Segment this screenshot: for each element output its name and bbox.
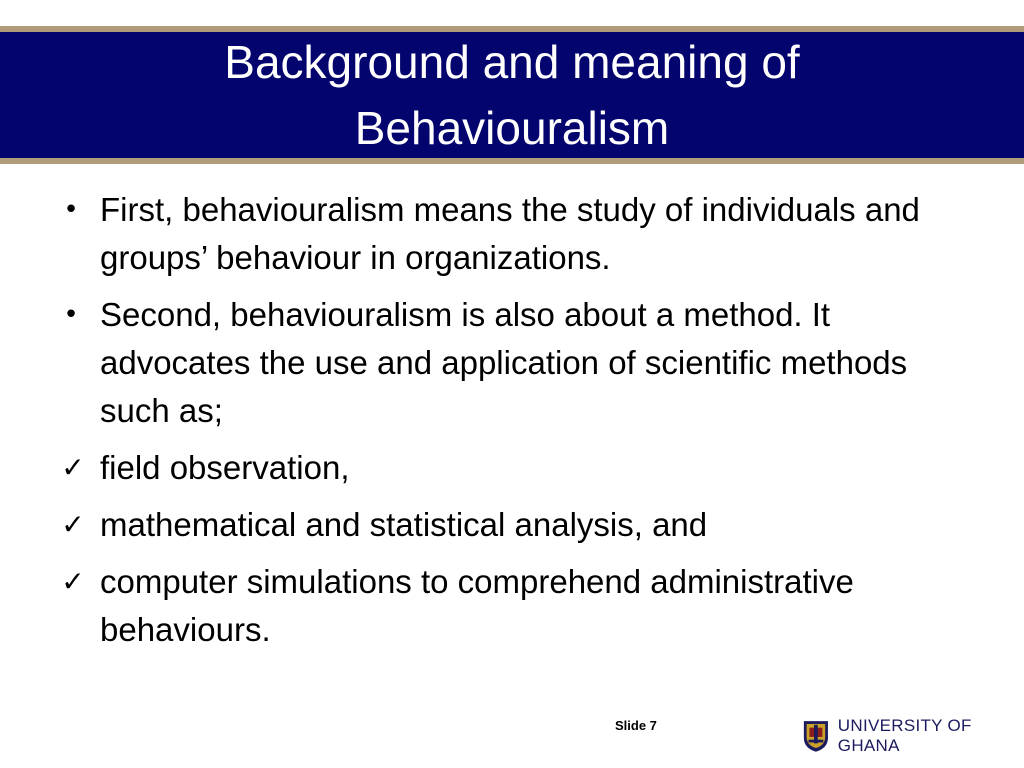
list-item — [56, 444, 976, 492]
list-item-text: computer simulations to comprehend administrative behaviours. — [100, 563, 854, 648]
title-band — [0, 26, 1024, 164]
slide-number: Slide 7 — [615, 718, 657, 733]
bullet-list — [56, 186, 976, 663]
list-item-text: First, behaviouralism means the study of individuals and groups’ behaviour in organizations. — [100, 191, 920, 276]
checkmark-icon: ✓ — [61, 508, 85, 541]
list-item — [56, 291, 976, 435]
university-crest-icon — [802, 718, 830, 754]
list-item-text: mathematical and statistical analysis, and — [100, 506, 708, 543]
checkmark-icon: ✓ — [61, 565, 85, 598]
slide-title: Background and meaning of Behaviouralism — [224, 36, 800, 154]
list-item — [56, 186, 976, 282]
bullet-icon: • — [63, 195, 79, 225]
checkmark-icon: ✓ — [61, 451, 85, 484]
list-item — [56, 501, 976, 549]
university-name: UNIVERSITY OF GHANA — [837, 716, 972, 755]
university-logo — [802, 716, 1024, 756]
bullet-icon: • — [63, 300, 79, 330]
list-item — [56, 558, 976, 654]
list-item-text: Second, behaviouralism is also about a method. It advocates the use and application of scientific methods such as; — [100, 296, 908, 429]
list-item-text: field observation, — [100, 449, 350, 486]
